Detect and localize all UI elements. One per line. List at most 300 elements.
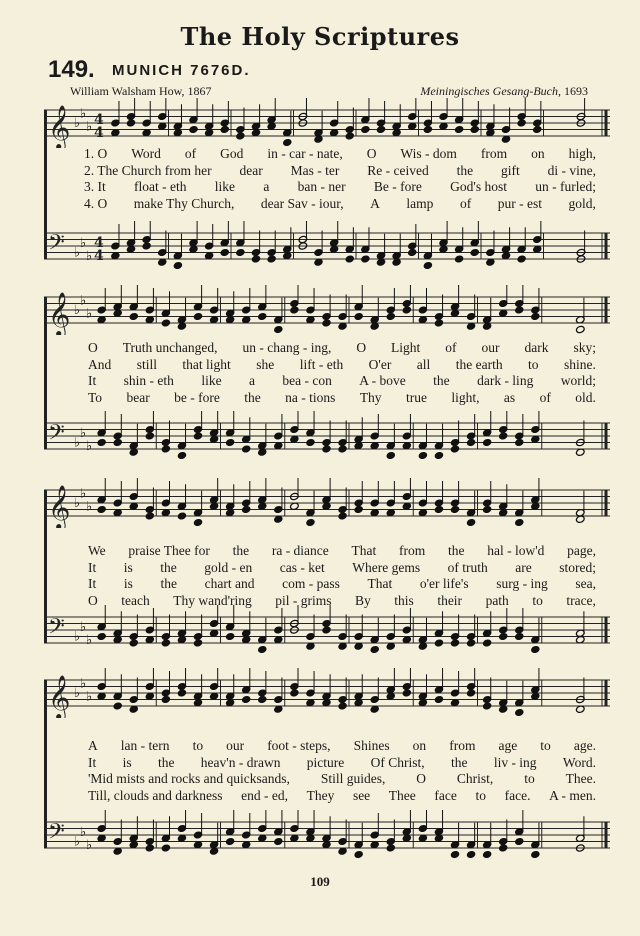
lyric-syllable: That bbox=[367, 576, 393, 591]
flat-icon: ♭ bbox=[74, 496, 81, 511]
lyric-syllable: Truth unchanged, bbox=[122, 340, 218, 355]
bass-clef-icon: 𝄢 bbox=[48, 230, 65, 261]
lyric-syllable: heav'n - drawn bbox=[200, 754, 281, 770]
quarter-note bbox=[251, 255, 261, 263]
flat-icon: ♭ bbox=[86, 499, 93, 515]
quarter-note bbox=[193, 518, 203, 526]
lyric-syllable: bear bbox=[126, 389, 150, 405]
lyric-syllable: pil - grims bbox=[275, 592, 332, 608]
quarter-note bbox=[236, 132, 246, 140]
quarter-note bbox=[450, 445, 460, 453]
lyric-syllable: the bbox=[160, 576, 178, 591]
lyric-syllable: from bbox=[480, 146, 508, 161]
bass-staff-svg bbox=[44, 221, 610, 275]
lyric-syllable: is bbox=[123, 576, 133, 591]
quarter-note bbox=[517, 119, 527, 127]
flat-icon: ♭ bbox=[80, 425, 87, 441]
lyric-syllable: end - ed, bbox=[241, 787, 288, 803]
lyric-syllable: Word bbox=[131, 146, 161, 161]
quarter-note bbox=[386, 844, 396, 852]
quarter-note bbox=[354, 312, 364, 320]
lyric-syllable: Wis - dom bbox=[400, 146, 457, 161]
quarter-note bbox=[532, 125, 542, 133]
lyric-syllable: page, bbox=[567, 543, 596, 558]
lyric-syllable: Shines bbox=[353, 738, 390, 753]
lyric-syllable: trace, bbox=[566, 592, 596, 608]
quarter-note bbox=[354, 505, 364, 513]
lyric-syllable: to bbox=[528, 356, 539, 372]
lyric-syllable: a bbox=[248, 373, 255, 388]
bass-staff-svg bbox=[44, 605, 610, 659]
lyric-syllable: as bbox=[503, 389, 516, 405]
quarter-note bbox=[418, 451, 428, 459]
lyric-syllable: on bbox=[531, 146, 545, 161]
lyric-syllable: It bbox=[88, 576, 97, 591]
lyric-verse-line bbox=[88, 357, 596, 374]
flat-icon: ♭ bbox=[74, 834, 81, 850]
quarter-note bbox=[517, 255, 527, 263]
quarter-note bbox=[161, 695, 171, 703]
lyric-syllable: dear Sav - iour, bbox=[260, 195, 344, 211]
lyric-syllable: Mas - ter bbox=[290, 162, 340, 178]
lyric-syllable: na - tions bbox=[285, 389, 336, 405]
lyric-syllable: lift - eth bbox=[299, 356, 344, 372]
lyrics-block bbox=[44, 146, 610, 212]
quarter-note bbox=[338, 512, 348, 520]
lyric-syllable: They bbox=[306, 787, 335, 803]
lyric-syllable: from bbox=[449, 738, 476, 753]
lyric-syllable: O bbox=[88, 592, 98, 608]
lyric-syllable: sea, bbox=[575, 576, 596, 591]
lyric-syllable: Light bbox=[391, 340, 421, 355]
flat-icon: ♭ bbox=[80, 824, 87, 840]
lyric-syllable: By bbox=[355, 592, 371, 608]
flat-icon: ♭ bbox=[86, 248, 93, 264]
quarter-note bbox=[434, 639, 444, 647]
lyric-verse-line bbox=[84, 163, 596, 180]
quarter-note bbox=[482, 639, 492, 647]
lyric-syllable: to bbox=[532, 592, 543, 608]
lyric-syllable: path bbox=[485, 592, 509, 608]
quarter-note bbox=[274, 837, 284, 845]
lyric-syllable: 2. The Church from her bbox=[84, 162, 212, 178]
lyric-syllable: liv - ing bbox=[493, 754, 537, 770]
lyric-syllable: Still guides, bbox=[320, 771, 386, 786]
tune-name: MUNICH 7676D. bbox=[112, 62, 251, 79]
quarter-note bbox=[514, 837, 524, 845]
flat-icon: ♭ bbox=[86, 438, 93, 454]
quarter-note bbox=[402, 306, 412, 314]
lyric-syllable: world; bbox=[560, 373, 596, 388]
lyric-syllable: be - fore bbox=[174, 389, 220, 405]
lyric-syllable: this bbox=[394, 592, 414, 608]
flat-icon: ♭ bbox=[86, 632, 93, 648]
quarter-note bbox=[386, 312, 396, 320]
quarter-note bbox=[498, 432, 508, 440]
lyric-syllable: like bbox=[201, 373, 222, 388]
lyric-syllable: old. bbox=[575, 389, 596, 405]
quarter-note bbox=[514, 518, 524, 526]
quarter-note bbox=[361, 255, 371, 263]
lyric-syllable: our bbox=[481, 340, 500, 355]
lyric-syllable: the earth bbox=[455, 356, 503, 372]
lyric-syllable: the bbox=[157, 754, 175, 770]
lyric-syllable: O bbox=[366, 146, 377, 161]
quarter-note bbox=[177, 689, 187, 697]
lyric-syllable: see bbox=[352, 787, 371, 803]
quarter-note bbox=[466, 639, 476, 647]
lyric-syllable: lamp bbox=[406, 195, 434, 211]
lyric-verse-line bbox=[88, 788, 596, 805]
author-credit: William Walsham How, 1867 bbox=[70, 84, 212, 98]
quarter-note bbox=[113, 702, 123, 710]
quarter-note bbox=[322, 445, 332, 453]
quarter-note bbox=[514, 438, 524, 446]
lyric-syllable: make Thy Church, bbox=[133, 195, 235, 211]
quarter-note bbox=[257, 312, 267, 320]
lyric-syllable: cas - ket bbox=[279, 559, 325, 575]
lyric-syllable: shine. bbox=[564, 356, 596, 372]
lyric-syllable: are bbox=[515, 559, 532, 575]
quarter-note bbox=[531, 645, 541, 653]
lyric-syllable: from bbox=[399, 543, 426, 558]
quarter-note bbox=[142, 242, 152, 250]
treble-staff bbox=[44, 668, 610, 718]
quarter-note bbox=[145, 844, 155, 852]
quarter-note bbox=[434, 695, 444, 703]
half-note bbox=[576, 325, 586, 333]
lyric-syllable: Word. bbox=[562, 754, 596, 770]
lyric-syllable: O bbox=[356, 340, 367, 355]
lyric-syllable: age. bbox=[573, 738, 596, 753]
source-year: 1693 bbox=[564, 84, 588, 98]
lyric-syllable: To bbox=[88, 389, 103, 405]
quarter-note bbox=[482, 505, 492, 513]
lyric-syllable: Re - ceived bbox=[367, 162, 429, 178]
quarter-note bbox=[466, 850, 476, 858]
treble-staff-svg bbox=[44, 668, 610, 718]
time-signature: 4 bbox=[94, 125, 104, 141]
quarter-note bbox=[290, 306, 300, 314]
quarter-note bbox=[177, 451, 187, 459]
quarter-note bbox=[161, 319, 171, 327]
lyric-verse-line bbox=[88, 755, 596, 772]
quarter-note bbox=[531, 850, 541, 858]
lyric-syllable: Where gems bbox=[352, 559, 421, 575]
lyric-syllable: chart and bbox=[204, 576, 255, 591]
lyric-verse-line bbox=[88, 576, 596, 593]
bass-staff-svg bbox=[44, 411, 610, 465]
lyrics-block bbox=[44, 340, 610, 406]
lyric-syllable: dark - ling bbox=[477, 373, 534, 388]
lyric-syllable: shin - eth bbox=[123, 373, 174, 388]
quarter-note bbox=[274, 325, 284, 333]
lyric-syllable: Thy wand'ring bbox=[173, 592, 252, 608]
flat-icon: ♭ bbox=[80, 486, 87, 502]
lyric-verse-line bbox=[88, 373, 596, 390]
quarter-note bbox=[257, 695, 267, 703]
quarter-note bbox=[97, 505, 107, 513]
quarter-note bbox=[498, 844, 508, 852]
flat-icon: ♭ bbox=[80, 619, 87, 635]
quarter-note bbox=[450, 850, 460, 858]
quarter-note bbox=[193, 639, 203, 647]
lyric-syllable: float - eth bbox=[134, 179, 187, 194]
lyric-syllable: Till, clouds and darkness bbox=[88, 787, 223, 803]
lyric-verse-line bbox=[88, 738, 596, 755]
quarter-note bbox=[514, 632, 524, 640]
treble-clef-icon: 𝄞 bbox=[48, 485, 71, 528]
lyric-syllable: of bbox=[184, 146, 197, 161]
treble-staff-svg bbox=[44, 285, 610, 335]
treble-clef-icon: 𝄞 bbox=[48, 105, 71, 148]
quarter-note bbox=[129, 312, 139, 320]
lyric-syllable: like bbox=[214, 179, 236, 194]
flat-icon: ♭ bbox=[80, 106, 87, 122]
quarter-note bbox=[376, 125, 386, 133]
quarter-note bbox=[220, 248, 230, 256]
lyric-syllable: of truth bbox=[447, 559, 488, 575]
quarter-note bbox=[225, 837, 235, 845]
quarter-note bbox=[113, 438, 123, 446]
lyric-syllable: A bbox=[370, 195, 380, 211]
lyric-syllable: lan - tern bbox=[120, 738, 170, 753]
lyric-syllable: of bbox=[539, 389, 551, 405]
page-number: 109 bbox=[310, 874, 330, 889]
lyric-syllable: 1. O bbox=[84, 146, 108, 161]
lyric-syllable: is bbox=[123, 559, 133, 575]
flat-icon: ♭ bbox=[80, 235, 87, 251]
lyrics-block bbox=[44, 738, 610, 804]
lyric-syllable: the bbox=[244, 389, 261, 405]
quarter-note bbox=[267, 255, 277, 263]
bass-clef-icon: 𝄢 bbox=[48, 420, 65, 451]
quarter-note bbox=[161, 844, 171, 852]
quarter-note bbox=[450, 505, 460, 513]
quarter-note bbox=[257, 645, 267, 653]
lyric-syllable: That bbox=[351, 543, 377, 558]
bass-clef-icon: 𝄢 bbox=[48, 819, 65, 850]
lyric-syllable: is bbox=[122, 754, 132, 770]
lyric-verse-line bbox=[84, 196, 596, 213]
treble-staff-svg bbox=[44, 98, 610, 148]
quarter-note bbox=[434, 319, 444, 327]
quarter-note bbox=[470, 248, 480, 256]
bass-clef-icon: 𝄢 bbox=[48, 614, 65, 645]
treble-clef-icon: 𝄞 bbox=[48, 292, 71, 335]
lyric-syllable: hal - low'd bbox=[487, 543, 545, 558]
bass-staff-svg bbox=[44, 810, 610, 864]
flat-icon: ♭ bbox=[86, 837, 93, 853]
lyric-syllable: gold - en bbox=[204, 559, 253, 575]
quarter-note bbox=[306, 518, 316, 526]
flat-icon: ♭ bbox=[80, 676, 87, 692]
quarter-note bbox=[514, 306, 524, 314]
lyric-syllable: a bbox=[263, 179, 270, 194]
quarter-note bbox=[322, 319, 332, 327]
quarter-note bbox=[338, 702, 348, 710]
quarter-note bbox=[361, 125, 371, 133]
quarter-note bbox=[189, 125, 199, 133]
quarter-note bbox=[466, 518, 476, 526]
lyric-syllable: ra - diance bbox=[271, 543, 329, 558]
lyric-syllable: of bbox=[459, 195, 472, 211]
flat-icon: ♭ bbox=[86, 119, 93, 135]
lyric-syllable: di - vine, bbox=[547, 162, 596, 178]
lyric-syllable: high, bbox=[568, 146, 596, 161]
lyric-verse-line bbox=[84, 146, 596, 163]
quarter-note bbox=[241, 695, 251, 703]
lyric-verse-line bbox=[88, 340, 596, 357]
quarter-note bbox=[338, 445, 348, 453]
quarter-note bbox=[161, 639, 171, 647]
quarter-note bbox=[354, 850, 364, 858]
lyric-syllable: in - car - nate, bbox=[267, 146, 343, 161]
lyric-syllable: face bbox=[434, 787, 457, 803]
lyric-syllable: A bbox=[88, 738, 98, 753]
lyric-syllable: Thee. bbox=[565, 771, 596, 786]
lyric-syllable: com - pass bbox=[282, 576, 340, 591]
quarter-note bbox=[466, 438, 476, 446]
lyric-verse-line bbox=[88, 560, 596, 577]
quarter-note bbox=[345, 132, 355, 140]
lyric-syllable: gold, bbox=[568, 195, 596, 211]
quarter-note bbox=[241, 505, 251, 513]
lyric-syllable: that light bbox=[182, 356, 231, 372]
flat-icon: ♭ bbox=[80, 293, 87, 309]
quarter-note bbox=[193, 432, 203, 440]
lyric-syllable: the bbox=[448, 543, 465, 558]
quarter-note bbox=[407, 248, 417, 256]
treble-staff bbox=[44, 285, 610, 335]
time-signature: 4 bbox=[94, 248, 104, 264]
quarter-note bbox=[454, 255, 464, 263]
quarter-note bbox=[450, 639, 460, 647]
quarter-note bbox=[145, 432, 155, 440]
time-signature: 4 bbox=[94, 112, 104, 128]
quarter-note bbox=[220, 125, 230, 133]
lyric-syllable: God bbox=[220, 146, 244, 161]
quarter-note bbox=[454, 125, 464, 133]
quarter-note bbox=[129, 639, 139, 647]
treble-staff bbox=[44, 98, 610, 148]
flat-icon: ♭ bbox=[74, 686, 81, 701]
lyric-verse-line bbox=[84, 179, 596, 196]
quarter-note bbox=[434, 505, 444, 513]
lyric-syllable: the bbox=[456, 162, 474, 178]
quarter-note bbox=[345, 255, 355, 263]
quarter-note bbox=[482, 702, 492, 710]
quarter-note bbox=[482, 850, 492, 858]
lyric-verse-line bbox=[88, 390, 596, 407]
lyric-syllable: And bbox=[88, 356, 112, 372]
flat-icon: ♭ bbox=[74, 245, 81, 261]
lyric-syllable: It bbox=[88, 754, 97, 770]
lyric-syllable: Christ, bbox=[456, 771, 494, 786]
lyric-syllable: to bbox=[540, 738, 551, 753]
lyric-syllable: still bbox=[136, 356, 157, 372]
lyric-syllable: surg - ing bbox=[496, 576, 548, 591]
bass-staff bbox=[44, 810, 610, 859]
lyric-syllable: o'er life's bbox=[419, 576, 469, 591]
flat-icon: ♭ bbox=[86, 689, 93, 705]
lyric-syllable: Of Christ, bbox=[370, 754, 425, 770]
lyric-syllable: our bbox=[226, 738, 245, 753]
flat-icon: ♭ bbox=[74, 629, 81, 645]
lyric-syllable: It bbox=[88, 373, 97, 388]
quarter-note bbox=[177, 512, 187, 520]
quarter-note bbox=[126, 119, 136, 127]
flat-icon: ♭ bbox=[86, 306, 93, 322]
quarter-note bbox=[514, 708, 524, 716]
lyric-syllable: she bbox=[256, 356, 275, 372]
lyric-syllable: to bbox=[192, 738, 204, 753]
flat-icon: ♭ bbox=[74, 435, 81, 451]
quarter-note bbox=[97, 438, 107, 446]
quarter-note bbox=[161, 445, 171, 453]
lyric-syllable: 4. O bbox=[84, 195, 108, 211]
lyric-syllable: ban - ner bbox=[297, 179, 346, 194]
lyric-syllable: to bbox=[524, 771, 535, 786]
lyric-syllable: 3. It bbox=[84, 179, 106, 194]
lyric-syllable: the bbox=[450, 754, 468, 770]
source-name: Meiningisches Gesang-Buch, bbox=[420, 84, 561, 98]
lyric-syllable: un - furled; bbox=[535, 179, 596, 194]
section-title: The Holy Scriptures bbox=[180, 22, 460, 51]
lyric-syllable: all bbox=[416, 356, 431, 372]
lyric-syllable: sky; bbox=[573, 340, 596, 355]
quarter-note bbox=[531, 312, 541, 320]
quarter-note bbox=[193, 312, 203, 320]
quarter-note bbox=[236, 248, 246, 256]
lyric-syllable: God's host bbox=[450, 179, 507, 194]
quarter-note bbox=[225, 632, 235, 640]
lyric-verse-line bbox=[88, 771, 596, 788]
lyric-syllable: bea - con bbox=[282, 373, 332, 388]
quarter-note bbox=[97, 632, 107, 640]
lyric-syllable: foot - steps, bbox=[267, 738, 331, 753]
lyric-syllable: of bbox=[445, 340, 457, 355]
quarter-note bbox=[225, 438, 235, 446]
lyric-syllable: picture bbox=[306, 754, 345, 770]
quarter-note bbox=[306, 438, 316, 446]
flat-icon: ♭ bbox=[74, 116, 81, 131]
lyric-syllable: the bbox=[433, 373, 450, 388]
bass-staff bbox=[44, 411, 610, 460]
quarter-note bbox=[241, 445, 251, 453]
lyric-verse-line bbox=[88, 543, 596, 560]
lyric-syllable: face. bbox=[504, 787, 531, 803]
lyric-syllable: on bbox=[412, 738, 427, 753]
quarter-note bbox=[145, 512, 155, 520]
lyric-syllable: Thee bbox=[388, 787, 416, 803]
quarter-note bbox=[434, 451, 444, 459]
treble-staff-svg bbox=[44, 478, 610, 528]
lyric-syllable: O'er bbox=[368, 356, 392, 372]
quarter-note bbox=[423, 125, 433, 133]
lyric-syllable: A - men. bbox=[549, 787, 596, 803]
quarter-note bbox=[498, 632, 508, 640]
quarter-note bbox=[482, 438, 492, 446]
lyric-syllable: the bbox=[160, 559, 177, 575]
lyric-syllable: to bbox=[475, 787, 486, 803]
lyric-syllable: their bbox=[437, 592, 463, 608]
quarter-note bbox=[470, 125, 480, 133]
lyric-syllable: the bbox=[232, 543, 250, 558]
lyric-syllable: true bbox=[405, 389, 427, 405]
lyric-syllable: teach bbox=[121, 592, 150, 608]
lyric-syllable: un - chang - ing, bbox=[242, 340, 332, 355]
